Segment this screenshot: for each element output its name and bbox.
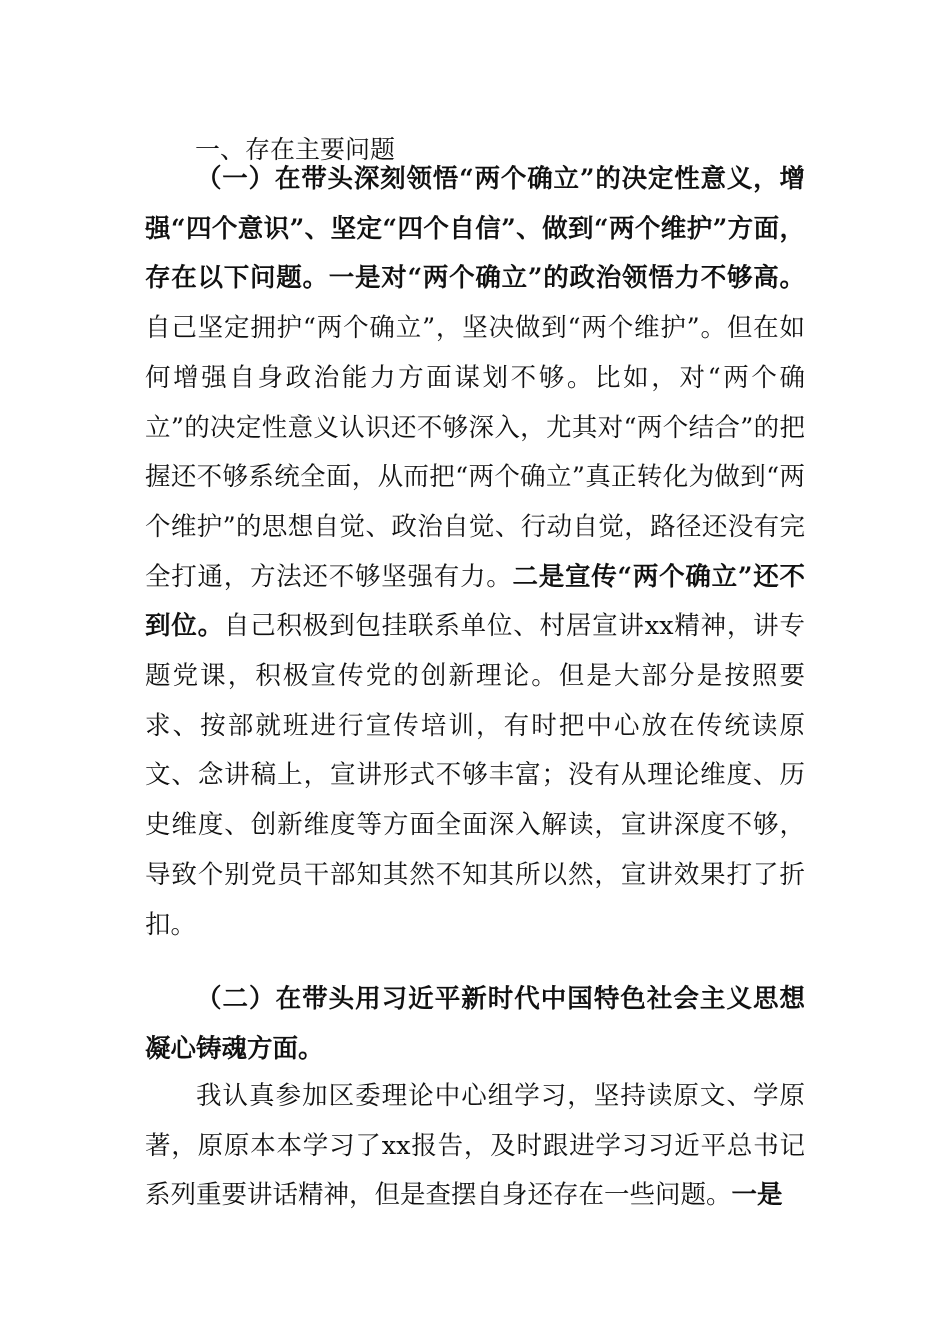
point-2-title: 二是宣传“两个确立”还不到位。 xyxy=(145,561,805,642)
paragraph-section-1 xyxy=(145,155,805,950)
point-1-title: 一是对“两个确立”的政治领悟力不够高。 xyxy=(328,263,805,294)
section-heading: 一、存在主要问题 xyxy=(195,135,396,164)
paragraph-section-2-body xyxy=(145,1072,805,1221)
section-2-body: 我认真参加区委理论中心组学习，坚持读原文、学原著，原原本本学习了xx报告，及时跟进学习习近平总书记系列重要讲话精神，但是查摆自身还存在一些问题。 xyxy=(145,1081,805,1211)
point-2-body: 自己积极到包挂联系单位、村居宣讲xx精神，讲专题党课，积极宣传党的创新理论。但是大部分是按照要求、按部就班进行宣传培训，有时把中心放在传统读原文、念讲稿上，宣讲形式不够丰富；没有从理论维度、历史维度、创新维度等方面全面深入解读，宣讲深度不够，导致个别党员干部知其然不知其所以然，宣讲效果打了折扣。 xyxy=(145,611,805,940)
section-2-title: （二）在带头用习近平新时代中国特色社会主义思想凝心铸魂方面。 xyxy=(145,984,805,1064)
section-1-title: （一）在带头深刻领悟“两个确立”的决定性意义，增强“四个意识”、坚定“四个自信”、做到“两个维护”方面，存在以下问题。 xyxy=(145,164,805,294)
section-2-trailing: 一是 xyxy=(731,1180,783,1211)
paragraph-section-2-title xyxy=(145,975,805,1074)
point-1-body: 自己坚定拥护“两个确立”，坚决做到“两个维护”。但在如何增强自身政治能力方面谋划不够。比如，对“两个确立”的决定性意义认识还不够深入，尤其对“两个结合”的把握还不够系统全面，从而把“两个确立”真正转化为做到“两个维护”的思想自觉、政治自觉、行动自觉，路径还没有完全打通，方法还不够坚强有力。 xyxy=(145,313,805,592)
